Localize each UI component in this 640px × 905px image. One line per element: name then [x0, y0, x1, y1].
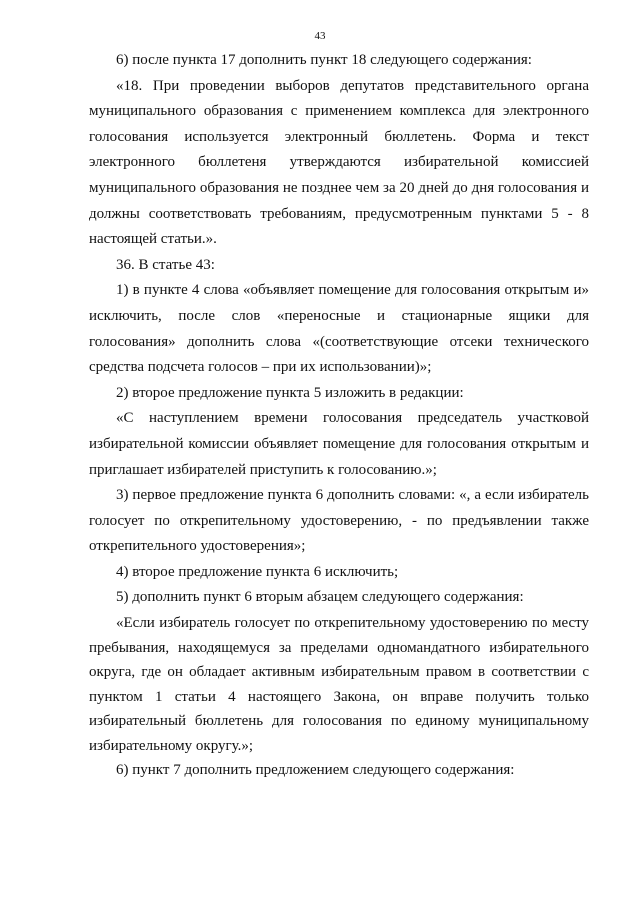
paragraph-item-2: 2) второе предложение пункта 5 изложить в редакции:: [116, 384, 464, 401]
document-body: [89, 48, 589, 784]
page-number: 43: [314, 30, 326, 42]
paragraph-item-3: 3) первое предложение пункта 6 дополнить словами: «, а если избиратель голосует по открепительному удостоверению, - по предъявлении также открепительного удостоверения»;: [89, 487, 589, 555]
paragraph-item-2-quote: «С наступлением времени голосования председатель участковой избирательной комиссии объявляет помещение для голосования открытым и приглашает избирателей приступить к голосованию.»;: [89, 410, 589, 478]
paragraph-item-6-intro: 6) после пункта 17 дополнить пункт 18 следующего содержания:: [116, 52, 532, 68]
paragraph-item-5: 5) дополнить пункт 6 вторым абзацем следующего содержания:: [116, 589, 524, 606]
paragraph-article-43-heading: 36. В статье 43:: [116, 256, 215, 273]
paragraph-item-6-final: 6) пункт 7 дополнить предложением следующего содержания:: [116, 762, 515, 779]
paragraph-item-1: 1) в пункте 4 слова «объявляет помещение для голосования открытым и» исключить, после слов «переносные и стационарные ящики для голосования» дополнить слова «(соответствующие отсеки технического средства подсчета голосов – при их использовании)»;: [89, 282, 589, 376]
paragraph-item-4: 4) второе предложение пункта 6 исключить;: [116, 563, 399, 580]
paragraph-item-18-quote: «18. При проведении выборов депутатов представительного органа муниципального образования с применением комплекса для электронного голосования используется электронный бюллетень. Форма и текст электронного бюллетеня утверждаются избирательной комиссией муниципального образования не позднее чем за 20 дней до дня голосования и должны соответствовать требованиям, предусмотренным пунктами 5 - 8 настоящей статьи.».: [89, 77, 589, 248]
paragraph-item-5-quote: «Если избиратель голосует по открепительному удостоверению по месту пребывания, находящемуся за пределами одномандатного избирательного округа, где он обладает активным избирательным правом в соответствии с пунктом 1 статьи 4 настоящего Закона, он вправе получить только избирательный бюллетень для голосования по единому муниципальному избирательному округу.»;: [89, 615, 589, 754]
